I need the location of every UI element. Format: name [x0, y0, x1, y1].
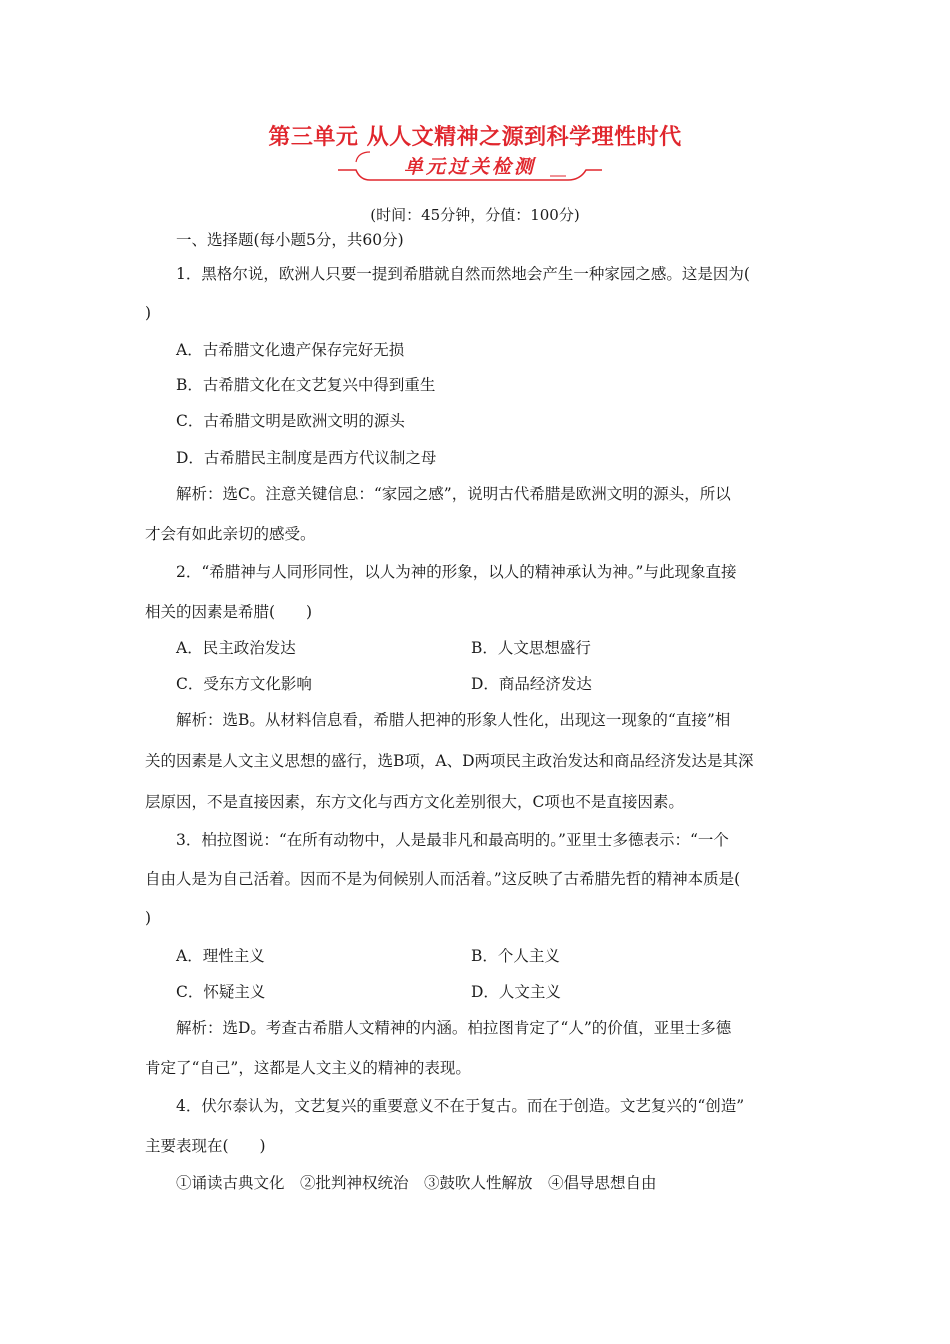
q3-stem-line1: 3．柏拉图说：“在所有动物中，人是最非凡和最高明的。”亚里士多德表示：“一个 — [176, 831, 729, 849]
q2-analysis-line2: 关的因素是人文主义思想的盛行，选B项，A、D两项民主政治发达和商品经济发达是其深 — [145, 752, 754, 770]
q2-option-c: C．受东方文化影响 — [176, 675, 312, 693]
q1-option-b: B．古希腊文化在文艺复兴中得到重生 — [176, 376, 436, 394]
q1-analysis-line2: 才会有如此亲切的感受。 — [145, 525, 316, 543]
q3-option-b: B．个人主义 — [471, 947, 560, 965]
section-heading: 一、选择题(每小题5分，共60分) — [176, 231, 404, 249]
q2-stem-line2: 相关的因素是希腊( ) — [145, 603, 313, 621]
q2-stem-line1: 2．“希腊神与人同形同性，以人为神的形象，以人的精神承认为神。”与此现象直接 — [176, 563, 737, 581]
exam-meta: (时间：45分钟，分值：100分) — [370, 206, 580, 224]
unit-title: 第三单元 从人文精神之源到科学理性时代 — [268, 125, 682, 150]
q1-stem-line2: ) — [145, 304, 152, 322]
q1-option-c: C．古希腊文明是欧洲文明的源头 — [176, 412, 405, 430]
q4-items: ①诵读古典文化 ②批判神权统治 ③鼓吹人性解放 ④倡导思想自由 — [176, 1174, 657, 1192]
subtitle-banner — [336, 148, 604, 182]
q3-option-d: D．人文主义 — [471, 983, 561, 1001]
q3-analysis-line2: 肯定了“自己”，这都是人文主义的精神的表现。 — [145, 1059, 471, 1077]
q3-stem-line2: 自由人是为自己活着。因而不是为伺候别人而活着。”这反映了古希腊先哲的精神本质是( — [145, 870, 741, 888]
q2-analysis-line1: 解析：选B。从材料信息看，希腊人把神的形象人性化，出现这一现象的“直接”相 — [176, 711, 731, 729]
subtitle: 单元过关检测 — [403, 156, 536, 178]
q3-option-c: C．怀疑主义 — [176, 983, 266, 1001]
q3-analysis-line1: 解析：选D。考查古希腊人文精神的内涵。柏拉图肯定了“人”的价值，亚里士多德 — [176, 1019, 732, 1037]
q2-analysis-line3: 层原因，不是直接因素，东方文化与西方文化差别很大，C项也不是直接因素。 — [145, 793, 684, 811]
q2-option-a: A．民主政治发达 — [176, 639, 296, 657]
q1-option-a: A．古希腊文化遗产保存完好无损 — [176, 341, 405, 359]
q1-analysis-line1: 解析：选C。注意关键信息：“家园之感”，说明古代希腊是欧洲文明的源头，所以 — [176, 485, 731, 503]
q2-option-b: B．人文思想盛行 — [471, 639, 591, 657]
q3-option-a: A．理性主义 — [176, 947, 265, 965]
q1-stem-line1: 1．黑格尔说，欧洲人只要一提到希腊就自然而然地会产生一种家园之感。这是因为( — [176, 265, 750, 283]
q1-option-d: D．古希腊民主制度是西方代议制之母 — [176, 449, 437, 467]
q4-stem-line2: 主要表现在( ) — [145, 1137, 266, 1155]
q3-stem-line3: ) — [145, 909, 152, 927]
q4-stem-line1: 4．伏尔泰认为，文艺复兴的重要意义不在于复古。而在于创造。文艺复兴的“创造” — [176, 1097, 745, 1115]
q2-option-d: D．商品经济发达 — [471, 675, 592, 693]
